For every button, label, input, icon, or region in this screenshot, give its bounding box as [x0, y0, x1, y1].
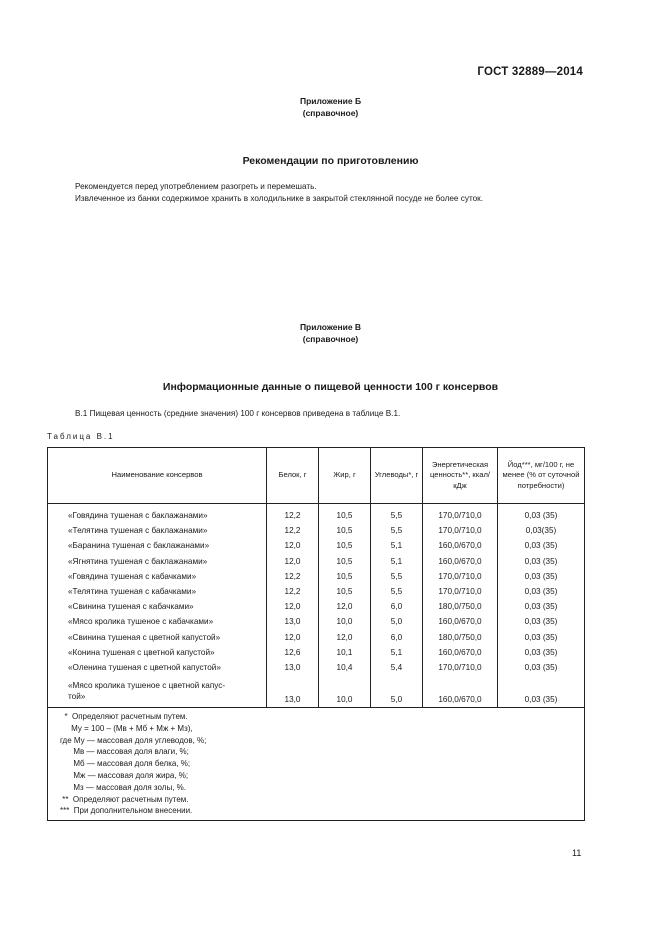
- table-row: [48, 599, 585, 614]
- header-carbs: Углеводы*, г: [371, 448, 423, 504]
- cell-energy: 180,0/750,0: [423, 599, 498, 614]
- cell-fat: 10,1: [319, 645, 371, 660]
- note-line: Му = 100 – (Мв + Мб + Мж + Мз),: [60, 723, 193, 733]
- table-notes: [48, 708, 585, 821]
- appendix-v-title: [0, 321, 661, 345]
- table-row: [48, 645, 585, 660]
- cell-carbs: 5,0: [371, 675, 423, 708]
- cell-fat: 10,5: [319, 584, 371, 599]
- cell-name: «Ягнятина тушеная с баклажанами»: [48, 554, 267, 569]
- paragraph: Рекомендуется перед употреблением разогреть и перемешать.: [75, 182, 317, 191]
- note-line: *** При дополнительном внесении.: [60, 806, 193, 816]
- standard-number: ГОСТ 32889—2014: [477, 66, 583, 78]
- appendix-b-heading: Рекомендации по приготовлению: [242, 155, 419, 167]
- cell-protein: 12,0: [267, 599, 319, 614]
- paragraph: Извлеченное из банки содержимое хранить в холодильнике в закрытой стеклянной посуде не более суток.: [75, 194, 484, 203]
- cell-protein: 12,6: [267, 645, 319, 660]
- cell-carbs: 5,4: [371, 660, 423, 675]
- appendix-b-title: [0, 95, 661, 119]
- cell-protein: 12,0: [267, 630, 319, 645]
- cell-energy: 170,0/710,0: [423, 508, 498, 523]
- table-row: [48, 554, 585, 569]
- cell-iodine: 0,03 (35): [498, 675, 585, 708]
- cell-iodine: 0,03 (35): [498, 645, 585, 660]
- cell-energy: 170,0/710,0: [423, 584, 498, 599]
- cell-protein: 13,0: [267, 660, 319, 675]
- cell-energy: 170,0/710,0: [423, 660, 498, 675]
- cell-protein: 13,0: [267, 614, 319, 629]
- cell-energy: 160,0/670,0: [423, 538, 498, 553]
- cell-carbs: 5,5: [371, 584, 423, 599]
- cell-iodine: 0,03 (35): [498, 630, 585, 645]
- cell-fat: 10,5: [319, 508, 371, 523]
- cell-name: «Баранина тушеная с баклажанами»: [48, 538, 267, 553]
- table-header-row: [48, 448, 585, 504]
- cell-iodine: 0,03 (35): [498, 660, 585, 675]
- cell-carbs: 5,1: [371, 554, 423, 569]
- cell-carbs: 6,0: [371, 599, 423, 614]
- table-row: [48, 523, 585, 538]
- cell-energy: 180,0/750,0: [423, 630, 498, 645]
- cell-iodine: 0,03(35): [498, 523, 585, 538]
- appendix-v-intro: В.1 Пищевая ценность (средние значения) 100 г консервов приведена в таблице В.1.: [75, 409, 401, 418]
- table-row: [48, 630, 585, 645]
- header-protein: Белок, г: [267, 448, 319, 504]
- cell-fat: 12,0: [319, 630, 371, 645]
- appendix-b-text: [75, 181, 595, 205]
- cell-fat: 10,5: [319, 554, 371, 569]
- cell-protein: 13,0: [267, 675, 319, 708]
- cell-name: «Свинина тушеная с кабачками»: [48, 599, 267, 614]
- cell-fat: 10,0: [319, 675, 371, 708]
- note-line: Мв — массовая доля влаги, %;: [60, 747, 189, 757]
- cell-carbs: 5,5: [371, 508, 423, 523]
- cell-name: «Говядина тушеная с баклажанами»: [48, 508, 267, 523]
- table-label: Таблица В.1: [47, 432, 115, 441]
- cell-energy: 160,0/670,0: [423, 614, 498, 629]
- table-row: [48, 538, 585, 553]
- header-fat: Жир, г: [319, 448, 371, 504]
- cell-name: «Мясо кролика тушеное с цветной капус- той»: [48, 675, 267, 708]
- cell-protein: 12,2: [267, 584, 319, 599]
- cell-protein: 12,2: [267, 508, 319, 523]
- cell-iodine: 0,03 (35): [498, 569, 585, 584]
- cell-fat: 10,4: [319, 660, 371, 675]
- cell-name: «Свинина тушеная с цветной капустой»: [48, 630, 267, 645]
- appendix-b-label: Приложение Б: [299, 96, 362, 106]
- table-row: [48, 675, 585, 708]
- appendix-v-label: Приложение В: [299, 322, 362, 332]
- cell-energy: 170,0/710,0: [423, 523, 498, 538]
- table-row: [48, 508, 585, 523]
- cell-energy: 170,0/710,0: [423, 569, 498, 584]
- cell-protein: 12,0: [267, 538, 319, 553]
- cell-protein: 12,2: [267, 523, 319, 538]
- header-name: Наименование консервов: [48, 448, 267, 504]
- cell-iodine: 0,03 (35): [498, 554, 585, 569]
- cell-protein: 12,0: [267, 554, 319, 569]
- appendix-v-type: (справочное): [302, 334, 359, 344]
- appendix-v-heading: Информационные данные о пищевой ценности 100 г консервов: [162, 381, 499, 393]
- note-line: ** Определяют расчетным путем.: [60, 794, 189, 804]
- cell-name: «Конина тушеная с цветной капустой»: [48, 645, 267, 660]
- cell-name: «Телятина тушеная с кабачками»: [48, 584, 267, 599]
- cell-fat: 12,0: [319, 599, 371, 614]
- header-energy: Энергетическая ценность**, ккал/кДж: [423, 448, 498, 504]
- table-row: [48, 660, 585, 675]
- page-number: 11: [572, 848, 582, 858]
- cell-carbs: 5,0: [371, 614, 423, 629]
- cell-fat: 10,0: [319, 614, 371, 629]
- cell-energy: 160,0/670,0: [423, 645, 498, 660]
- cell-iodine: 0,03 (35): [498, 614, 585, 629]
- table-row: [48, 569, 585, 584]
- cell-fat: 10,5: [319, 569, 371, 584]
- cell-name: «Мясо кролика тушеное с кабачками»: [48, 614, 267, 629]
- cell-energy: 160,0/670,0: [423, 554, 498, 569]
- table-row: [48, 584, 585, 599]
- table-row: [48, 614, 585, 629]
- cell-fat: 10,5: [319, 523, 371, 538]
- note-line: * Определяют расчетным путем.: [60, 712, 188, 722]
- nutrition-table: [47, 447, 585, 821]
- cell-iodine: 0,03 (35): [498, 538, 585, 553]
- cell-name: «Говядина тушеная с кабачками»: [48, 569, 267, 584]
- cell-iodine: 0,03 (35): [498, 599, 585, 614]
- cell-fat: 10,5: [319, 538, 371, 553]
- cell-carbs: 5,1: [371, 645, 423, 660]
- note-line: Мз — массовая доля золы, %.: [60, 782, 186, 792]
- cell-protein: 12,2: [267, 569, 319, 584]
- note-line: Мб — массовая доля белка, %;: [60, 759, 191, 769]
- cell-carbs: 5,5: [371, 569, 423, 584]
- cell-name: «Телятина тушеная с баклажанами»: [48, 523, 267, 538]
- cell-iodine: 0,03 (35): [498, 584, 585, 599]
- cell-carbs: 5,1: [371, 538, 423, 553]
- appendix-b-type: (справочное): [302, 108, 359, 118]
- cell-carbs: 6,0: [371, 630, 423, 645]
- cell-energy: 160,0/670,0: [423, 675, 498, 708]
- cell-name: «Оленина тушеная с цветной капустой»: [48, 660, 267, 675]
- header-iodine: Йод***, мг/100 г, не менее (% от суточной потребности): [498, 448, 585, 504]
- note-line: где Му — массовая доля углеводов, %;: [60, 735, 207, 745]
- note-line: Мж — массовая доля жира, %;: [60, 771, 189, 781]
- cell-carbs: 5,5: [371, 523, 423, 538]
- cell-iodine: 0,03 (35): [498, 508, 585, 523]
